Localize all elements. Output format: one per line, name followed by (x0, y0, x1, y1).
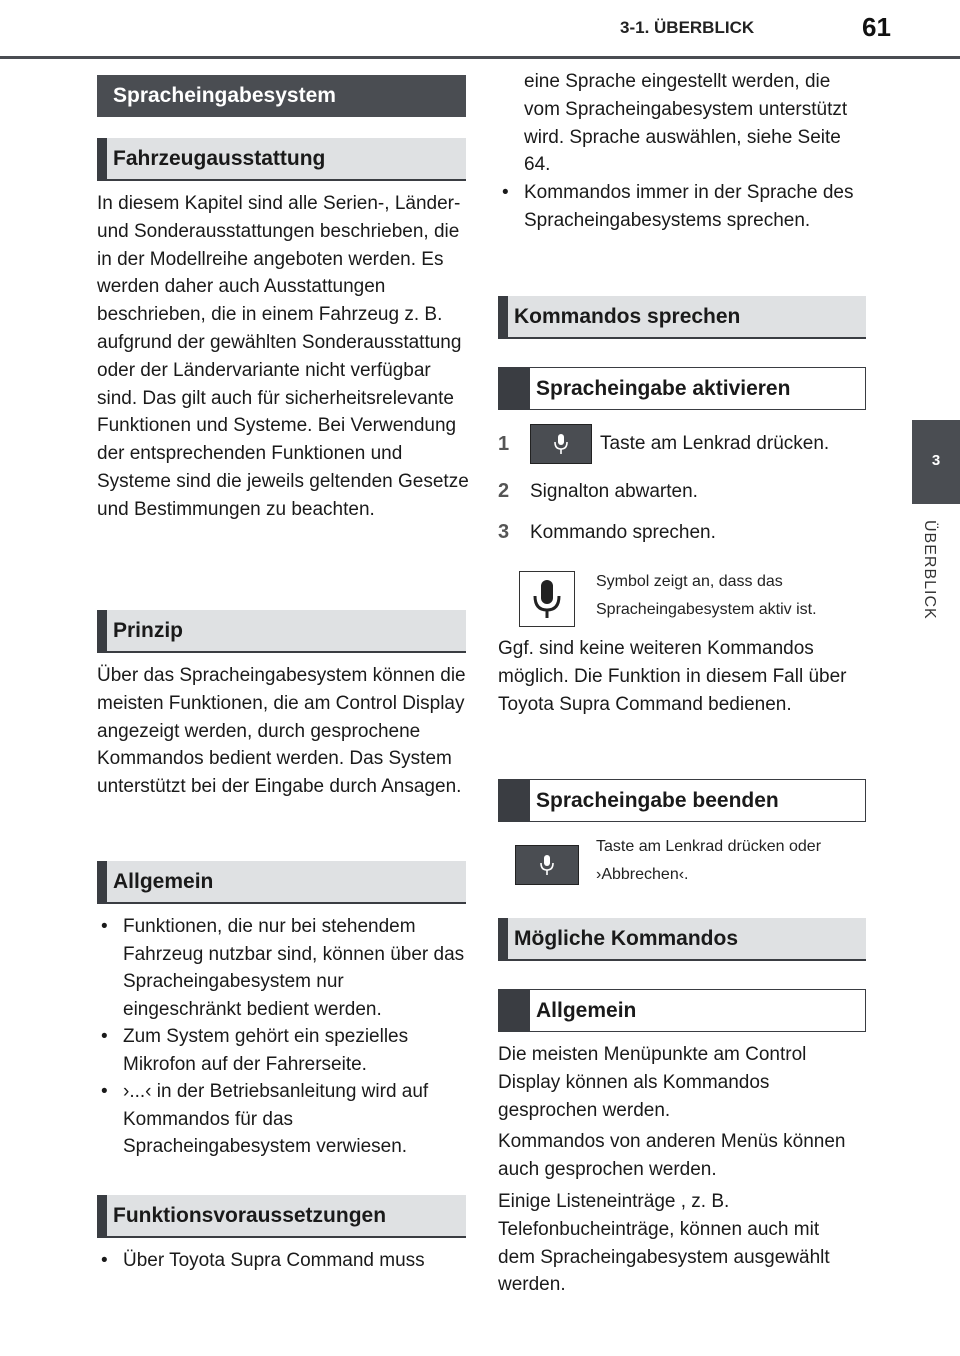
paragraph-fahrzeugausstattung: In diesem Kapitel sind alle Serien-, Länder- und Sonderausstattungen beschrieben, die in der Modellreihe angeboten werden. Es werden daher auch Ausstattungen beschrieben, die in einem Fahrzeug z. B. aufgrund der gewählten Sonderausstattung oder der Ländervariante nicht verfügbar sind. Das gilt auch für sicherheitsrelevante Funktionen und Systeme. Bei Verwendung der entsprechenden Funktionen und Systeme sind die jeweils geltenden Gesetze und Bestimmungen zu beachten. (97, 193, 469, 520)
microphone-icon (532, 578, 562, 620)
microphone-icon (540, 854, 554, 876)
step-text: Kommando sprechen. (530, 521, 716, 543)
paragraph-aktivieren: Ggf. sind keine weiteren Kommandos möglich. Die Funktion in diesem Fall über Toyota Supra Command bedienen. (498, 638, 847, 715)
step-number: 2 (498, 480, 510, 502)
heading-moegliche-kommandos: Mögliche Kommandos (498, 918, 866, 961)
header-rule (0, 56, 960, 59)
page-number: 61 (862, 12, 891, 42)
step-number: 1 (498, 432, 510, 455)
list-funktionsvoraussetzungen (97, 1247, 477, 1275)
steering-wheel-voice-button (515, 845, 579, 885)
heading-spracheingabe-beenden: Spracheingabe beenden (498, 779, 866, 822)
active-symbol-box (519, 571, 575, 627)
list-item: • Funktionen, die nur bei stehendem Fahrzeug nutzbar sind, können über das Spracheingabesystem nur eingeschränkt bedient werden. (97, 913, 467, 1023)
heading-kommandos-sprechen: Kommandos sprechen (498, 296, 866, 339)
step-1 (498, 424, 829, 464)
list-item: • Über Toyota Supra Command muss (97, 1247, 477, 1275)
paragraph: Kommandos von anderen Menüs können auch gesprochen werden. (498, 1131, 846, 1181)
chapter-label: ÜBERBLICK (921, 520, 938, 620)
list-item: • Zum System gehört ein spezielles Mikrofon auf der Fahrerseite. (97, 1023, 467, 1078)
heading-fahrzeugausstattung: Fahrzeugausstattung (97, 138, 466, 181)
list-continued (498, 179, 868, 234)
paragraph-continued: eine Sprache eingestellt werden, die vom Spracheingabesystem unterstützt wird. Sprache auswählen, siehe Seite 64. (524, 71, 848, 176)
chapter-number: 3 (931, 452, 941, 469)
list-allgemein (97, 913, 467, 1161)
list-item: • Kommandos immer in der Sprache des Spracheingabesystems sprechen. (498, 179, 868, 234)
step-3 (498, 521, 716, 544)
step-number: 3 (498, 521, 510, 543)
microphone-icon (554, 433, 568, 455)
paragraph-allgemein-2 (498, 1041, 860, 1299)
step-text: Taste am Lenkrad drücken. (600, 433, 830, 454)
symbol-note: Symbol zeigt an, dass das Spracheingabesystem aktiv ist. (596, 573, 817, 618)
heading-allgemein-2: Allgemein (498, 989, 866, 1032)
heading-spracheingabe-aktivieren: Spracheingabe aktivieren (498, 367, 866, 410)
beenden-note-line: Taste am Lenkrad drücken oder (596, 838, 822, 855)
paragraph: Die meisten Menüpunkte am Control Display können als Kommandos gesprochen werden. (498, 1044, 807, 1121)
main-title: Spracheingabesystem (97, 75, 466, 117)
steering-wheel-voice-button (530, 424, 592, 464)
paragraph: Einige Listeneinträge , z. B. Telefonbucheinträge, können auch mit dem Spracheingabesystem ausgewählt werden. (498, 1190, 830, 1296)
beenden-note (596, 833, 868, 889)
heading-allgemein: Allgemein (97, 861, 466, 904)
section-title: 3-1. ÜBERBLICK (620, 18, 755, 37)
heading-prinzip: Prinzip (97, 610, 466, 653)
step-2 (498, 480, 698, 503)
heading-funktionsvoraussetzungen: Funktionsvoraussetzungen (97, 1195, 466, 1238)
beenden-note-line: ›Abbrechen‹. (596, 866, 689, 883)
paragraph-prinzip: Über das Spracheingabesystem können die meisten Funktionen, die am Control Display angezeigt werden, durch gesprochene Kommandos bedient werden. Das System unterstützt bei der Eingabe durch Ansagen. (97, 665, 466, 798)
list-item: • ›...‹ in der Betriebsanleitung wird auf Kommandos für das Spracheingabesystem verwiesen. (97, 1078, 467, 1161)
step-text: Signalton abwarten. (530, 480, 698, 502)
